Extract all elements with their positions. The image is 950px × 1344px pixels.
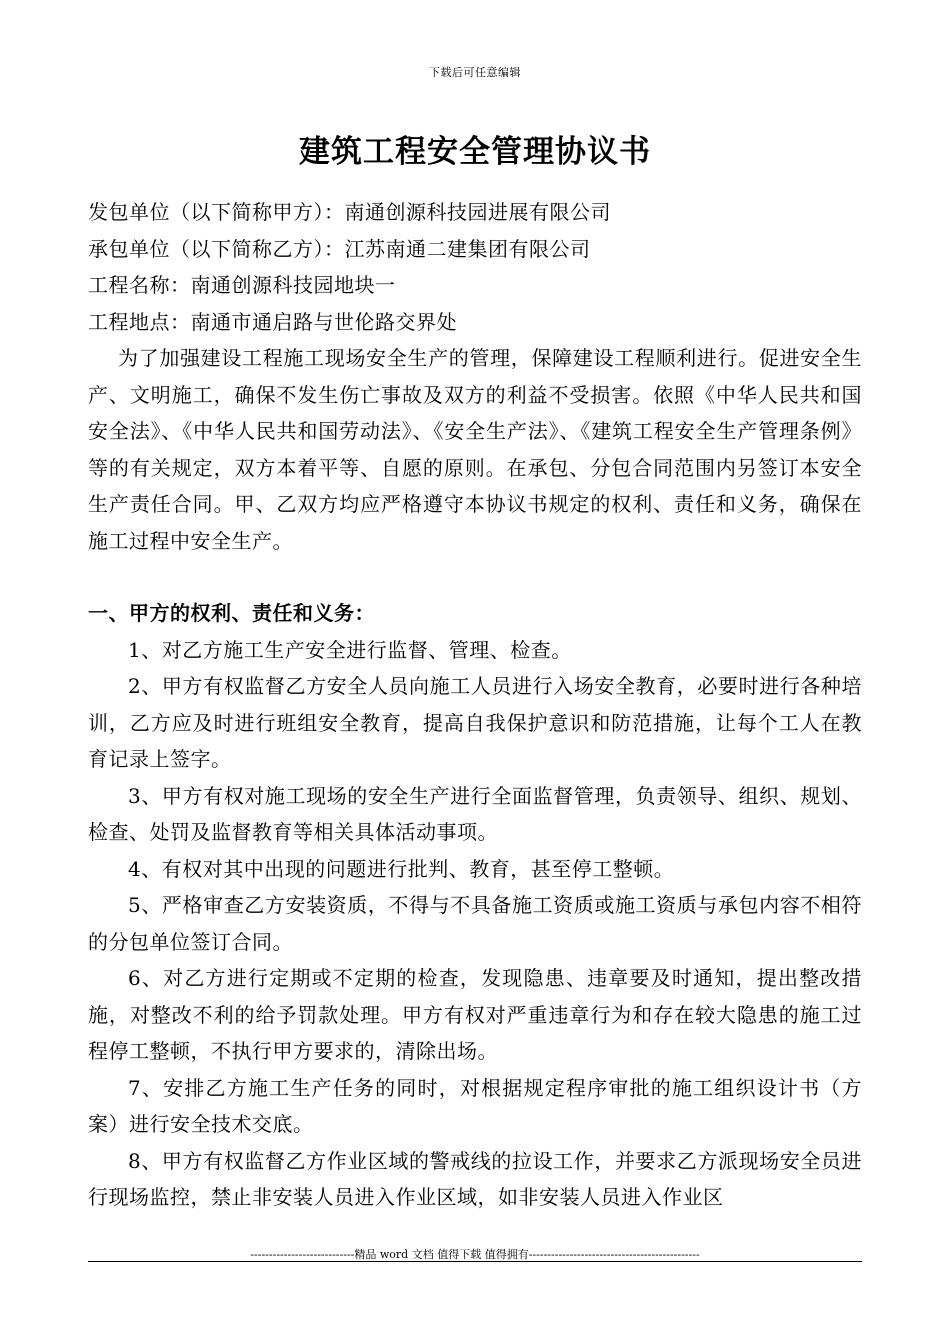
clause-item: 3、甲方有权对施工现场的安全生产进行全面监督管理，负责领导、组织、规划、检查、处罚及监督教育等相关具体活动事项。	[88, 783, 862, 844]
footer-divider	[88, 1261, 862, 1262]
clause-item: 7、安排乙方施工生产任务的同时，对根据规定程序审批的施工组织设计书（方案）进行安全技术交底。	[88, 1075, 862, 1136]
header-note: 下载后可任意编辑	[429, 66, 521, 79]
clause-item: 4、有权对其中出现的问题进行批判、教育，甚至停工整顿。	[128, 856, 675, 881]
info-project-location: 工程地点：南通市通启路与世伦路交界处	[88, 309, 457, 334]
info-project-name: 工程名称：南通创源科技园地块一	[88, 273, 396, 297]
document-body	[88, 194, 862, 1216]
footer-text: ----------------------------精品 word 文档 值得下载 值得拥有----------------------------------------------	[250, 1248, 700, 1261]
clause-item: 8、甲方有权监督乙方作业区域的警戒线的拉设工作，并要求乙方派现场安全员进行现场监控，禁止非安装人员进入作业区域，如非安装人员进入作业区	[88, 1148, 862, 1209]
clause-item: 5、严格审查乙方安装资质，不得与不具备施工资质或施工资质与承包内容不相符的分包单位签订合同。	[88, 893, 862, 954]
clause-item: 2、甲方有权监督乙方安全人员向施工人员进行入场安全教育，必要时进行各种培训，乙方应及时进行班组安全教育，提高自我保护意识和防范措施，让每个工人在教育记录上签字。	[88, 674, 862, 771]
info-contractor-a: 发包单位（以下简称甲方）：南通创源科技园进展有限公司	[88, 200, 611, 224]
clause-item: 1、对乙方施工生产安全进行监督、管理、检查。	[128, 637, 572, 662]
intro-paragraph: 为了加强建设工程施工现场安全生产的管理，保障建设工程顺利进行。促进安全生产、文明施工，确保不发生伤亡事故及双方的利益不受损害。依照《中华人民共和国安全法》、《中华人民共和国劳动法》、《安全生产法》、《建筑工程安全生产管理条例》等的有关规定，双方本着平等、自愿的原则。在承包、分包合同范围内另签订本安全生产责任合同。甲、乙双方均应严格遵守本协议书规定的权利、责任和义务，确保在施工过程中安全生产。	[88, 346, 862, 553]
document-title: 建筑工程安全管理协议书	[299, 134, 651, 170]
info-contractor-b: 承包单位（以下简称乙方）：江苏南通二建集团有限公司	[88, 236, 591, 261]
section-heading: 一、甲方的权利、责任和义务：	[88, 601, 375, 625]
clause-item: 6、对乙方进行定期或不定期的检查，发现隐患、违章要及时通知，提出整改措施，对整改不利的给予罚款处理。甲方有权对严重违章行为和存在较大隐患的施工过程停工整顿，不执行甲方要求的，清除出场。	[88, 966, 862, 1063]
